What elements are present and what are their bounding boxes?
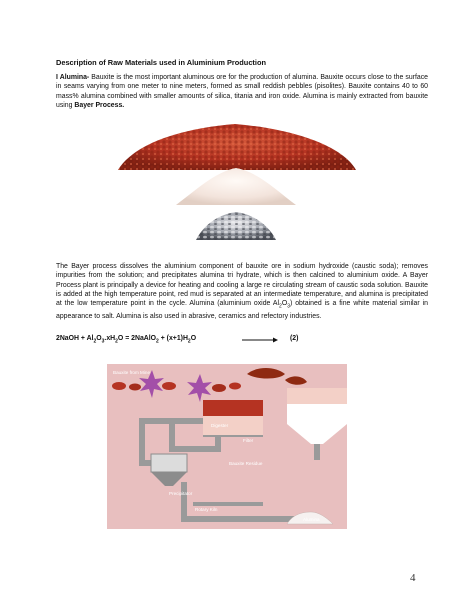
- alumina-powder-pile: [176, 168, 296, 205]
- label-precipitator: Precipitator: [169, 491, 193, 496]
- equation-number: (2): [290, 335, 299, 342]
- eq-sub: 2: [93, 338, 97, 345]
- label-bauxite-from-mine: Bauxite from Mine: [113, 370, 151, 375]
- eq-part: O: [96, 335, 102, 342]
- document-heading: Description of Raw Materials used in Aluminium Production: [56, 58, 266, 67]
- bayer-sub-2: 3: [287, 303, 290, 310]
- eq-part: O = 2NaAlO: [117, 335, 157, 342]
- label-digester: Digester: [211, 423, 229, 428]
- page-number: 4: [410, 572, 416, 584]
- bayer-process-paragraph: [56, 262, 428, 321]
- bayer-text-3: ) obtained is a fine white material similar in appearance to salt. Alumina is also used in abrasive, ceramics and refectory industries.: [56, 300, 428, 320]
- eq-sub: 2: [115, 338, 118, 345]
- reaction-arrow-icon: [242, 335, 278, 345]
- label-rotary-kiln: Rotary Kiln: [195, 507, 218, 512]
- eq-part: + (x+1)H: [158, 335, 188, 342]
- aluminium-metal-pile: [196, 212, 276, 240]
- label-bauxite-residue: Bauxite Residue: [229, 461, 263, 466]
- bauxite-pile: [118, 124, 356, 170]
- bayer-equation: [56, 335, 196, 344]
- eq-sub: 3: [101, 338, 105, 345]
- alumina-description: Bauxite is the most important aluminous ore for the production of alumina. Bauxite occurs close to the surface in seams varying from one meter to nine meters, formed as small reddish pebbles (pisolites). Bauxite contains 40 to 60 mass% alumina combined with smaller amounts of silica, titania and iron oxide. Alumina is mainly extracted from bauxite using: [56, 74, 428, 109]
- digester-tank: [203, 400, 263, 436]
- bayer-sub-1: 2: [279, 303, 282, 310]
- label-filter: Filter: [243, 438, 254, 443]
- eq-part: 2NaOH + Al: [56, 335, 94, 342]
- alumina-label: I Alumina-: [56, 74, 90, 81]
- eq-sub: 2: [156, 338, 159, 345]
- eq-sub: 2: [187, 338, 191, 345]
- eq-part: O: [190, 335, 197, 342]
- bayer-text-1: The Bayer process dissolves the aluminium component of bauxite ore in sodium hydroxide (caustic soda); removes impurities from the solution; and precipitates alumina tri hydrate, which is then calcined to aluminium oxide. A Bayer Process plant is principally a device for heating and cooling a large re circulating stream of caustic soda solution. Bauxite is added at the high temperature point, red mud is separated at an intermediate temperature, and alumina is precipitated at the low temperature point in the cycle. Alumina (aluminium oxide Al: [56, 263, 428, 308]
- label-alumina: Alumina: [303, 517, 320, 522]
- eq-part: .xH: [104, 335, 116, 342]
- raw-material-piles-image: [0, 0, 474, 262]
- bayer-text-2: O: [281, 300, 288, 308]
- bayer-process-diagram: [107, 364, 347, 529]
- bayer-process-term: Bayer Process.: [74, 101, 125, 109]
